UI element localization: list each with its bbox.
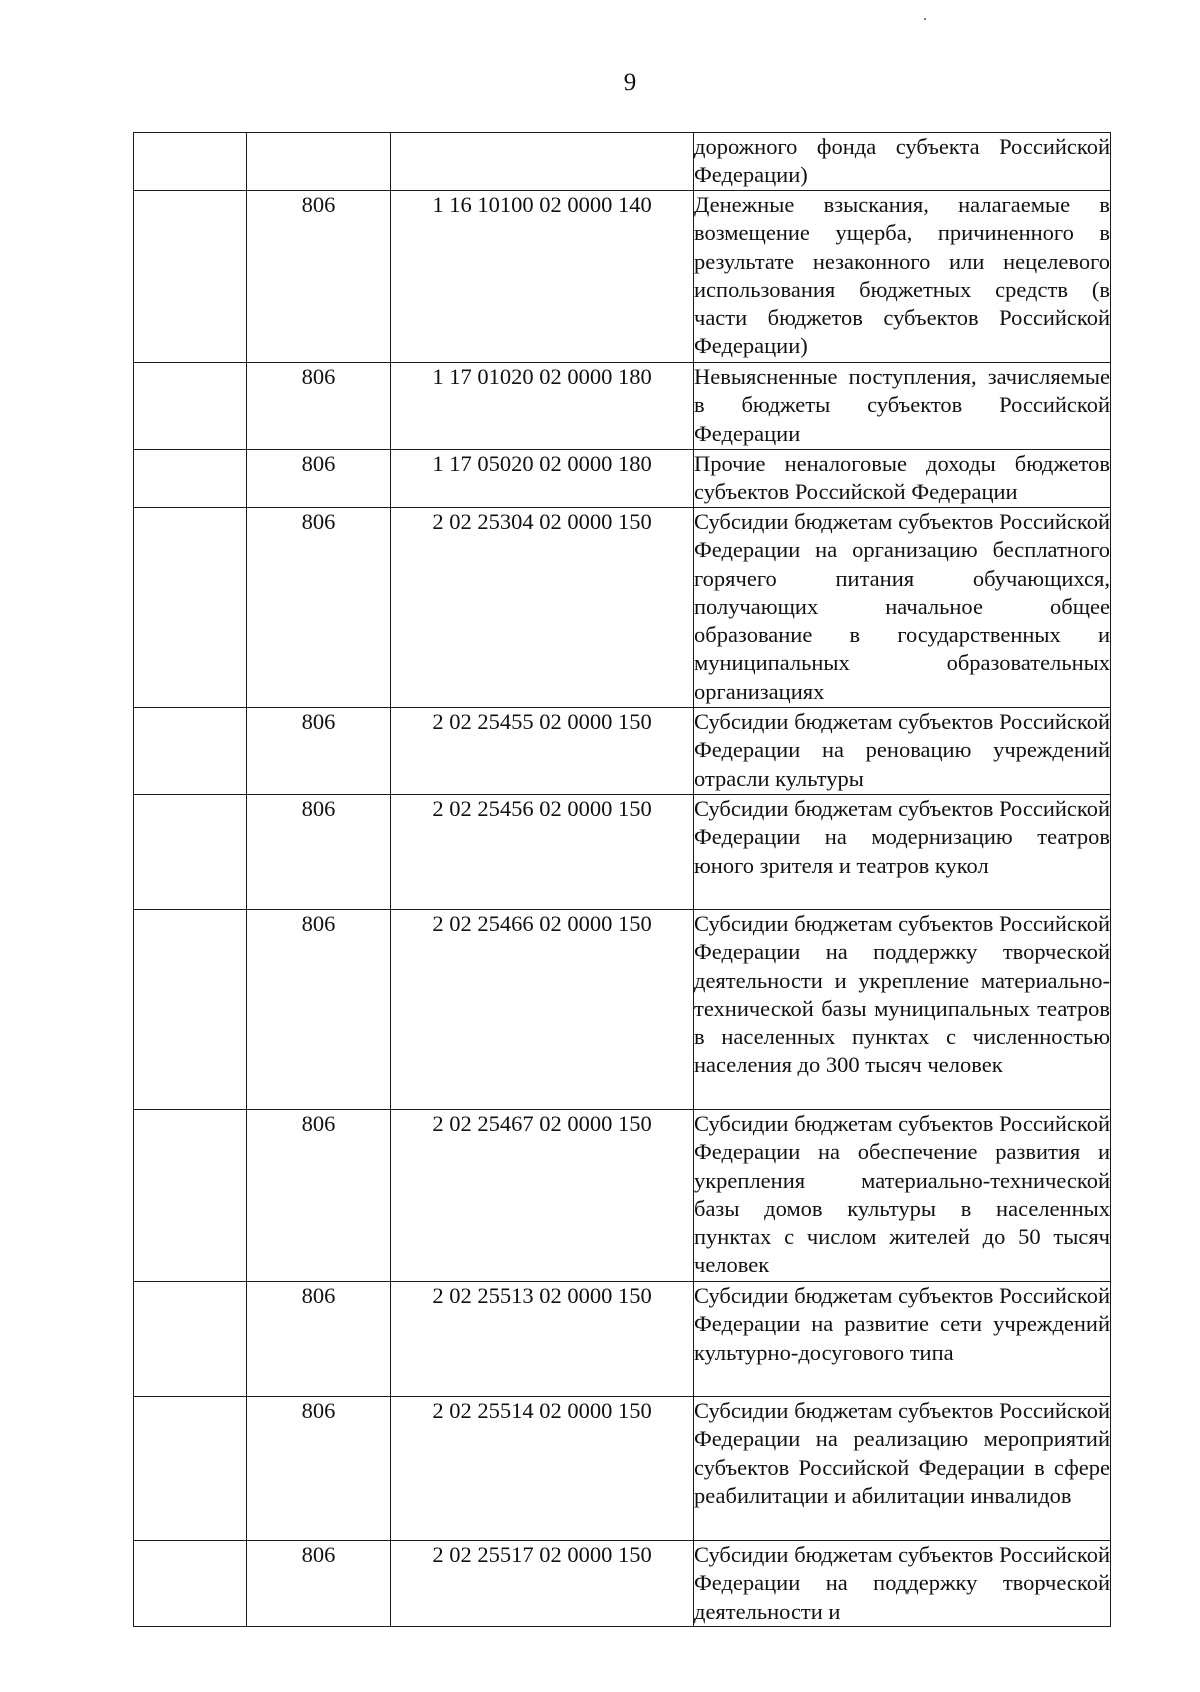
empty-cell [134, 1397, 247, 1541]
empty-cell [134, 910, 247, 1110]
admin-code-cell: 806 [247, 1282, 391, 1397]
description-cell: Субсидии бюджетам субъектов Российской Федерации на обеспечение развития и укрепления материально-технической базы домов культуры в населенных пунктах с числом жителей до 50 тысяч человек [694, 1110, 1111, 1282]
budget-code-cell: 2 02 25456 02 0000 150 [391, 795, 694, 910]
table-row [134, 191, 1111, 363]
empty-cell [134, 1282, 247, 1397]
empty-cell [134, 191, 247, 363]
admin-code-cell: 806 [247, 1541, 391, 1627]
table-row [134, 450, 1111, 508]
budget-code-cell: 1 17 05020 02 0000 180 [391, 450, 694, 508]
empty-cell [134, 133, 247, 191]
table-row [134, 508, 1111, 708]
description-cell: Прочие неналоговые доходы бюджетов субъектов Российской Федерации [694, 450, 1111, 508]
empty-cell [134, 508, 247, 708]
budget-code-cell: 2 02 25513 02 0000 150 [391, 1282, 694, 1397]
budget-code-cell: 2 02 25467 02 0000 150 [391, 1110, 694, 1282]
admin-code-cell: 806 [247, 191, 391, 363]
table-row [134, 363, 1111, 450]
description-cell: Субсидии бюджетам субъектов Российской Федерации на организацию бесплатного горячего питания обучающихся, получающих начальное общее образование в государственных и муниципальных образовательных организациях [694, 508, 1111, 708]
description-cell: Субсидии бюджетам субъектов Российской Федерации на реновацию учреждений отрасли культуры [694, 708, 1111, 795]
empty-cell [134, 1541, 247, 1627]
table-row [134, 1541, 1111, 1627]
admin-code-cell: 806 [247, 795, 391, 910]
empty-cell [134, 1110, 247, 1282]
description-cell: Субсидии бюджетам субъектов Российской Федерации на поддержку творческой деятельности и укрепление материально-технической базы муниципальных театров в населенных пунктах с численностью населения до 300 тысяч человек [694, 910, 1111, 1110]
admin-code-cell: 806 [247, 363, 391, 450]
description-cell: Субсидии бюджетам субъектов Российской Федерации на модернизацию театров юного зрителя и театров кукол [694, 795, 1111, 910]
admin-code-cell: 806 [247, 1110, 391, 1282]
table-row [134, 1397, 1111, 1541]
admin-code-cell: 806 [247, 1397, 391, 1541]
table-row [134, 708, 1111, 795]
budget-code-cell: 2 02 25466 02 0000 150 [391, 910, 694, 1110]
budget-code-cell: 2 02 25514 02 0000 150 [391, 1397, 694, 1541]
budget-code-cell: 2 02 25517 02 0000 150 [391, 1541, 694, 1627]
table-row [134, 910, 1111, 1110]
description-cell: Субсидии бюджетам субъектов Российской Федерации на развитие сети учреждений культурно-досугового типа [694, 1282, 1111, 1397]
table-row [134, 795, 1111, 910]
budget-code-cell: 2 02 25455 02 0000 150 [391, 708, 694, 795]
description-cell: Денежные взыскания, налагаемые в возмещение ущерба, причиненного в результате незаконного или нецелевого использования бюджетных средств (в части бюджетов субъектов Российской Федерации) [694, 191, 1111, 363]
budget-code-cell: 1 17 01020 02 0000 180 [391, 363, 694, 450]
budget-code-cell: 1 16 10100 02 0000 140 [391, 191, 694, 363]
description-cell: Субсидии бюджетам субъектов Российской Федерации на реализацию мероприятий субъектов Российской Федерации в сфере реабилитации и абилитации инвалидов [694, 1397, 1111, 1541]
admin-code-cell: 806 [247, 910, 391, 1110]
budget-codes-table [133, 132, 1111, 1627]
budget-code-cell: 2 02 25304 02 0000 150 [391, 508, 694, 708]
description-cell: Субсидии бюджетам субъектов Российской Федерации на поддержку творческой деятельности и [694, 1541, 1111, 1627]
admin-code-cell: 806 [247, 450, 391, 508]
empty-cell [134, 450, 247, 508]
table-row [134, 1282, 1111, 1397]
admin-code-cell [247, 133, 391, 191]
empty-cell [134, 363, 247, 450]
budget-code-cell [391, 133, 694, 191]
empty-cell [134, 708, 247, 795]
description-cell: Невыясненные поступления, зачисляемые в бюджеты субъектов Российской Федерации [694, 363, 1111, 450]
admin-code-cell: 806 [247, 708, 391, 795]
empty-cell [134, 795, 247, 910]
scan-speck [924, 18, 926, 20]
admin-code-cell: 806 [247, 508, 391, 708]
description-cell: дорожного фонда субъекта Российской Федерации) [694, 133, 1111, 191]
table-row [134, 1110, 1111, 1282]
page-number: 9 [623, 69, 637, 96]
table-row [134, 133, 1111, 191]
